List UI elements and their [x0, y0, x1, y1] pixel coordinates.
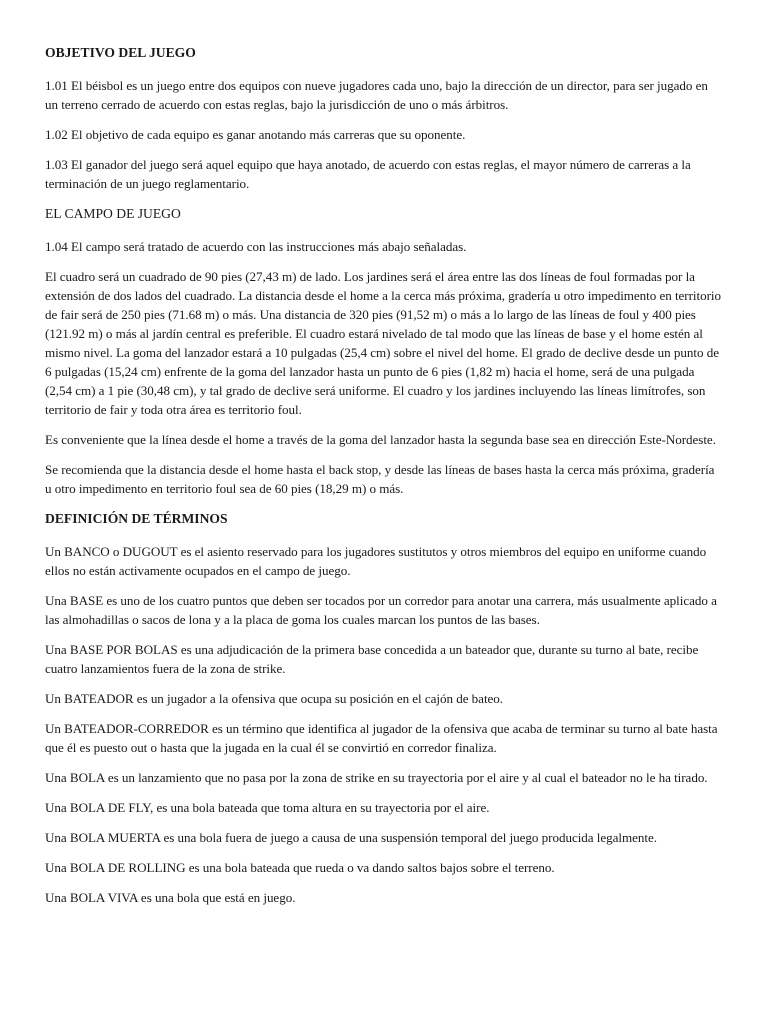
- definition-item: Una BOLA DE FLY, es una bola bateada que toma altura en su trayectoria por el aire.: [45, 800, 490, 815]
- section-title-campo: EL CAMPO DE JUEGO: [45, 206, 181, 221]
- paragraph-1-01: 1.01 El béisbol es un juego entre dos equipos con nueve jugadores cada uno, bajo la dirección de un director, para ser jugado en un terreno cerrado de acuerdo con estas reglas, bajo la jurisdicción de uno o más árbitros.: [45, 78, 708, 112]
- definition-item: Un BANCO o DUGOUT es el asiento reservado para los jugadores sustitutos y otros miembros del equipo en uniforme cuando ellos no están activamente ocupados en el campo de juego.: [45, 544, 707, 578]
- definition-item: Una BASE POR BOLAS es una adjudicación de la primera base concedida a un bateador que, durante su turno al bate, recibe cuatro lanzamientos fuera de la zona de strike.: [45, 642, 699, 676]
- section-title-definicion: DEFINICIÓN DE TÉRMINOS: [45, 511, 228, 526]
- paragraph-1-03: 1.03 El ganador del juego será aquel equipo que haya anotado, de acuerdo con estas reglas, el mayor número de carreras a la terminación de un juego reglamentario.: [45, 157, 691, 191]
- paragraph-cuadro: El cuadro será un cuadrado de 90 pies (27,43 m) de lado. Los jardines será el área entre las dos líneas de foul formadas por la extensión de dos lados del cuadrado. La distancia desde el home a la cerca más próxima, gradería u otro impedimento en territorio de fair será de 250 pies (71.68 m) o más. Una distancia de 320 pies (91,52 m) o más a lo largo de las líneas de foul y 400 pies (121.92 m) o más al jardín central es preferible. El cuadro estará nivelado de tal modo que las líneas de base y el home estén al mismo nivel. La goma del lanzador estará a 10 pulgadas (25,4 cm) sobre el nivel del home. El grado de declive desde un punto de 6 pulgadas (15,24 cm) enfrente de la goma del lanzador hasta un punto de 6 pies (1,82 m) hacia el home, será de una pulgada (2,54 cm) a 1 pie (30,48 cm), y tal grado de declive será uniforme. El cuadro y los jardines incluyendo las líneas limítrofes, son territorio de fair y toda otra área es territorio foul.: [45, 269, 721, 417]
- definition-item: Una BOLA es un lanzamiento que no pasa por la zona de strike en su trayectoria por el aire y al cual el bateador no le ha tirado.: [45, 770, 708, 785]
- definition-item: Una BASE es uno de los cuatro puntos que deben ser tocados por un corredor para anotar una carrera, más usualmente aplicado a las almohadillas o sacos de lona y a la placa de goma los cuales marcan los puntos de las bases.: [45, 593, 717, 627]
- definition-item: Un BATEADOR es un jugador a la ofensiva que ocupa su posición en el cajón de bateo.: [45, 691, 504, 706]
- paragraph-1-04: 1.04 El campo será tratado de acuerdo con las instrucciones más abajo señaladas.: [45, 239, 467, 254]
- definition-item: Un BATEADOR-CORREDOR es un término que identifica al jugador de la ofensiva que acaba de terminar su turno al bate hasta que él es puesto out o hasta que la jugada en la cual él se convirtió en corredor finaliza.: [45, 721, 718, 755]
- definition-item: Una BOLA VIVA es una bola que está en juego.: [45, 890, 296, 905]
- paragraph-direccion: Es conveniente que la línea desde el home a través de la goma del lanzador hasta la segunda base sea en dirección Este-Nordeste.: [45, 432, 716, 447]
- definition-item: Una BOLA MUERTA es una bola fuera de juego a causa de una suspensión temporal del juego producida legalmente.: [45, 830, 657, 845]
- document-page: [45, 43, 722, 918]
- paragraph-1-02: 1.02 El objetivo de cada equipo es ganar anotando más carreras que su oponente.: [45, 127, 466, 142]
- section-title-objetivo: OBJETIVO DEL JUEGO: [45, 45, 196, 60]
- paragraph-back-stop: Se recomienda que la distancia desde el home hasta el back stop, y desde las líneas de bases hasta la cerca más próxima, gradería u otro impedimento en territorio foul sea de 60 pies (18,29 m) o más.: [45, 462, 715, 496]
- definition-item: Una BOLA DE ROLLING es una bola bateada que rueda o va dando saltos bajos sobre el terreno.: [45, 860, 555, 875]
